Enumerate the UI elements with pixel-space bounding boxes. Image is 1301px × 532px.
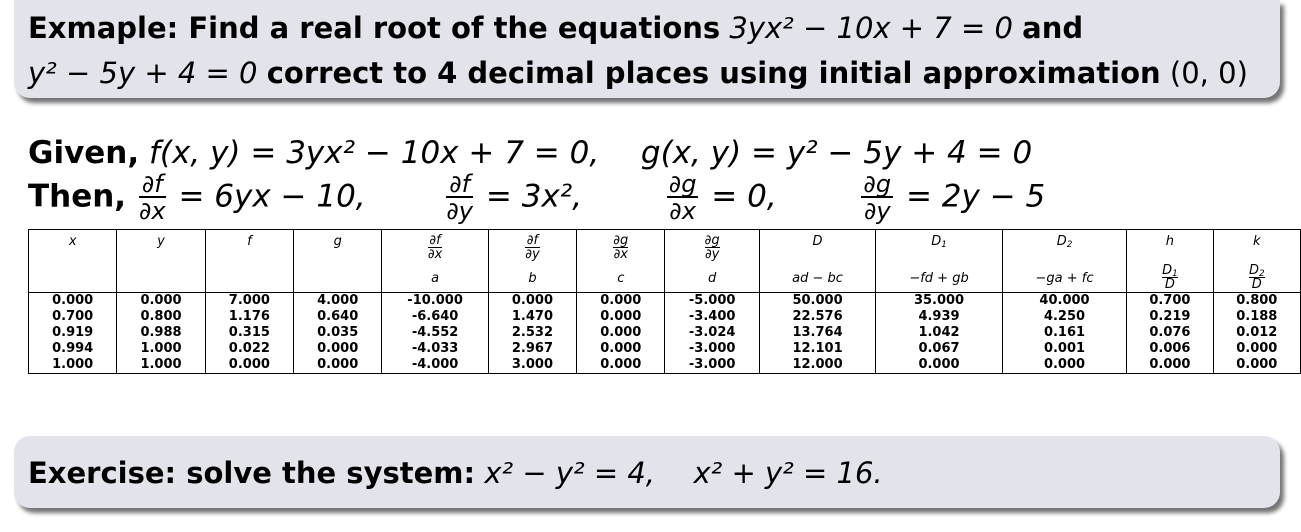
table-cell: -3.024 [665,325,759,341]
table-cell: 0.000 [577,309,665,325]
header-dg-dy: $\frac{\partial g}{\partial y}$ [665,230,759,265]
table-cell: 0.076 [1127,325,1213,341]
header-ad-bc: ad − bc [759,264,875,293]
table-cell: 1.470 [488,309,576,325]
header-y: y [117,230,205,265]
table-cell: 22.576 [759,309,875,325]
given-line [28,133,1032,173]
table-cell: 0.640 [294,309,382,325]
table-cell: 0.000 [1002,357,1126,374]
header-D1: $D_1$ [876,230,1002,265]
then-fx: = 6yx − 10, [178,178,366,215]
table-cell: 0.315 [205,325,293,341]
table-cell: 0.800 [117,309,205,325]
table-cell: -6.640 [382,309,488,325]
table-cell: 0.000 [29,293,117,310]
table-cell: 0.988 [117,325,205,341]
table-body [29,293,1301,374]
example-tail: correct to 4 decimal places using initial approximation [266,56,1161,90]
table-cell: 1.176 [205,309,293,325]
df-dx-frac: $\frac{\partial f}{\partial x}$ [138,170,166,225]
table-cell: -4.000 [382,357,488,374]
df-dy-frac: $\frac{\partial f}{\partial y}$ [446,170,474,225]
then-gy: = 2y − 5 [905,178,1046,215]
table-cell: -5.000 [665,293,759,310]
table-cell: 0.006 [1127,341,1213,357]
header-D2-over-D: $\frac{D_2}{D}$ [1213,264,1300,293]
table-cell: 4.250 [1002,309,1126,325]
header-h: h [1127,230,1213,265]
header-g: g [294,230,382,265]
example-title: Exmaple: Find a real root of the equations [28,11,721,45]
header-df-dy: $\frac{\partial f}{\partial y}$ [488,230,576,265]
table-cell: 0.000 [577,325,665,341]
header-k: k [1213,230,1300,265]
table-cell: 1.042 [876,325,1002,341]
header-c: c [577,264,665,293]
header-ga-fc: −ga + fc [1002,264,1126,293]
table-cell: 0.000 [294,341,382,357]
table-cell: -3.400 [665,309,759,325]
table-cell: 0.994 [29,341,117,357]
table-cell: 4.939 [876,309,1002,325]
example-and: and [1022,11,1084,45]
table-cell: 1.000 [29,357,117,374]
table-cell: -4.552 [382,325,488,341]
table-cell: 0.700 [1127,293,1213,310]
newton-raphson-table [28,229,1301,374]
table-cell: 0.000 [205,357,293,374]
exercise-block [14,436,1280,508]
table-cell: 0.219 [1127,309,1213,325]
table-cell: 12.101 [759,341,875,357]
table-row [29,309,1301,325]
table-cell: 12.000 [759,357,875,374]
header-D2: $D_2$ [1002,230,1126,265]
table-cell: 1.000 [117,341,205,357]
header-fd-gb: −fd + gb [876,264,1002,293]
exercise-eq2: x² + y² = 16. [693,456,883,490]
table-cell: 13.764 [759,325,875,341]
table-row [29,325,1301,341]
table-cell: 0.000 [1127,357,1213,374]
dg-dx-frac: $\frac{\partial g}{\partial x}$ [668,170,697,225]
table-cell: 2.532 [488,325,576,341]
given-g-def: g(x, y) = y² − 5y + 4 = 0 [640,135,1033,171]
table-cell: 50.000 [759,293,875,310]
header-d: d [665,264,759,293]
given-f-def: f(x, y) = 3yx² − 10x + 7 = 0, [149,135,600,171]
exercise-label: Exercise: solve the system: [28,456,476,490]
table-cell: 0.000 [577,293,665,310]
example-eq2: y² − 5y + 4 = 0 [28,56,258,90]
table-cell: 0.000 [577,357,665,374]
header-f: f [205,230,293,265]
example-line-2 [28,55,1248,91]
table-cell: 0.067 [876,341,1002,357]
table-cell: 4.000 [294,293,382,310]
table-cell: 0.012 [1213,325,1300,341]
example-line-1 [28,10,1083,46]
example-init: (0, 0) [1169,56,1248,90]
table-row [29,293,1301,310]
given-label: Given, [28,135,140,171]
header-D1-over-D: $\frac{D_1}{D}$ [1127,264,1213,293]
example-eq1: 3yx² − 10x + 7 = 0 [729,11,1013,45]
table-cell: 7.000 [205,293,293,310]
table-cell: 0.022 [205,341,293,357]
table-cell: -4.033 [382,341,488,357]
table-cell: 0.188 [1213,309,1300,325]
table-cell: 0.000 [1213,341,1300,357]
table-cell: 0.000 [488,293,576,310]
table-row [29,341,1301,357]
header-D: D [759,230,875,265]
table-row [29,357,1301,374]
table-cell: 0.000 [117,293,205,310]
table-cell: 0.035 [294,325,382,341]
table-cell: 0.919 [29,325,117,341]
then-gx: = 0, [711,178,777,215]
table-cell: 0.161 [1002,325,1126,341]
header-a: a [382,264,488,293]
header-dg-dx: $\frac{\partial g}{\partial x}$ [577,230,665,265]
then-label: Then, [28,178,127,215]
then-line [28,172,1045,224]
table-cell: 0.000 [577,341,665,357]
example-block [14,0,1280,98]
header-df-dx: $\frac{\partial f}{\partial x}$ [382,230,488,265]
table-cell: 2.967 [488,341,576,357]
table-cell: 0.000 [876,357,1002,374]
table-cell: 40.000 [1002,293,1126,310]
table-cell: -10.000 [382,293,488,310]
exercise-line [28,455,883,491]
dg-dy-frac: $\frac{\partial g}{\partial y}$ [863,170,892,225]
table-cell: 0.000 [1213,357,1300,374]
table-cell: 0.000 [294,357,382,374]
table-cell: -3.000 [665,341,759,357]
then-fy: = 3x², [485,178,583,215]
table-cell: 1.000 [117,357,205,374]
exercise-eq1: x² − y² = 4, [484,456,656,490]
table-cell: 0.700 [29,309,117,325]
table-cell: 0.800 [1213,293,1300,310]
header-b: b [488,264,576,293]
table-header-row-1 [29,230,1301,265]
table-cell: 35.000 [876,293,1002,310]
table-cell: 3.000 [488,357,576,374]
table-cell: -3.000 [665,357,759,374]
table-cell: 0.001 [1002,341,1126,357]
table-header-row-2 [29,264,1301,293]
header-x: x [29,230,117,265]
